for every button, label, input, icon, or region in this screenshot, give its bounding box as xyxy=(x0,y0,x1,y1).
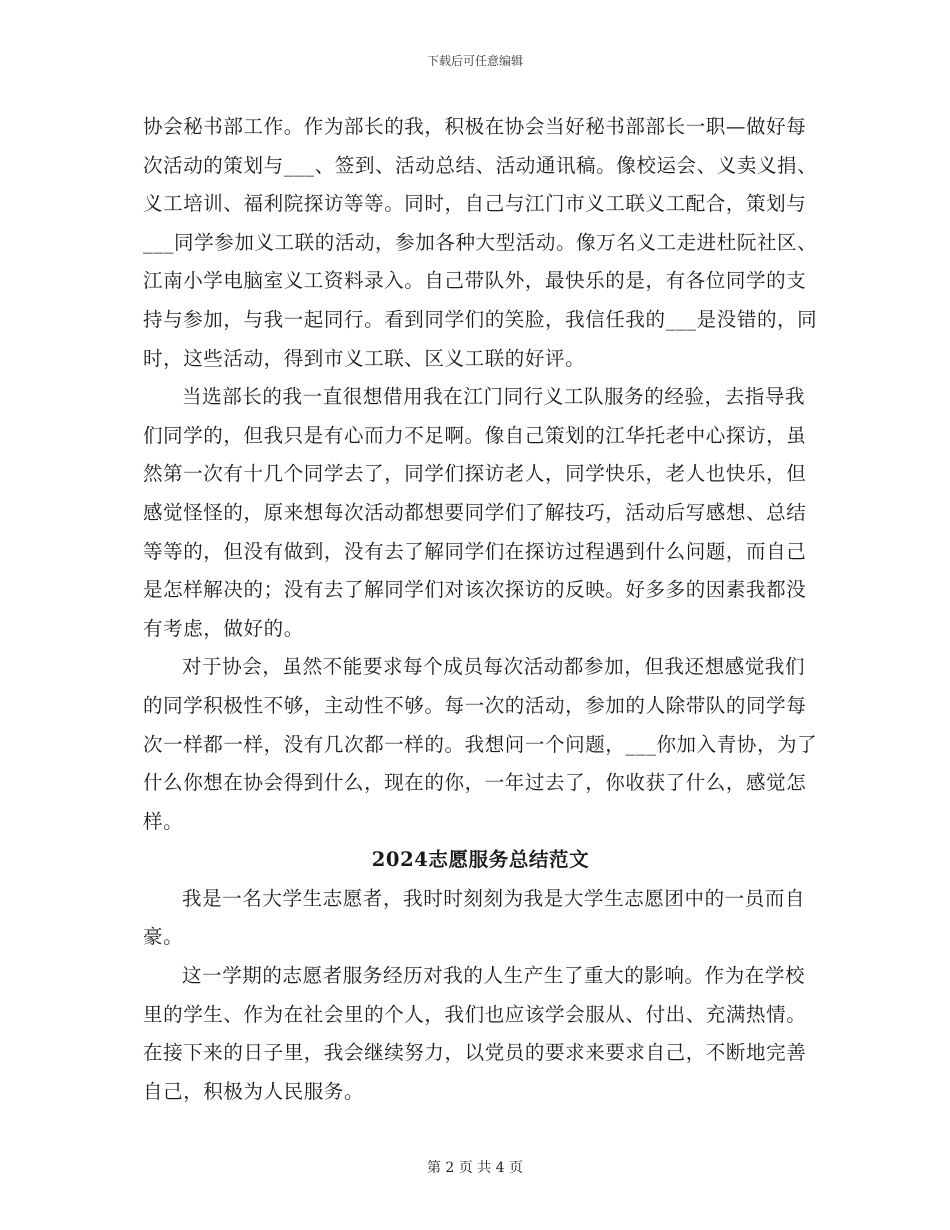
paragraph-2: 当选部长的我一直很想借用我在江门同行义工队服务的经验，去指导我们同学的，但我只是有心而力不足啊。像自己策划的江华托老中心探访，虽然第一次有十几个同学去了，同学们探访老人，同学快乐，老人也快乐，但感觉怪怪的，原来想每次活动都想要同学们了解技巧，活动后写感想、总结等等的，但没有做到，没有去了解同学们在探访过程遇到什么问题，而自己是怎样解决的；没有去了解同学们对该次探访的反映。好多多的因素我都没有考虑，做好的。 xyxy=(143,385,807,640)
paragraph-3: 对于协会，虽然不能要求每个成员每次活动都参加，但我还想感觉我们的同学积极性不够，主动性不够。每一次的活动，参加的人除带队的同学每次一样都一样，没有几次都一样的。我想问一个问题，___你加入青协，为了什么你想在协会得到什么，现在的你，一年过去了，你收获了什么，感觉怎样。 xyxy=(143,655,818,833)
paragraph-1: 协会秘书部工作。作为部长的我，积极在协会当好秘书部部长一职—做好每次活动的策划与___、签到、活动总结、活动通讯稿。像校运会、义卖义捐、义工培训、福利院探访等等。同时，自己与江门市义工联义工配合，策划与___同学参加义工联的活动，参加各种大型活动。像万名义工走进杜阮社区、江南小学电脑室义工资料录入。自己带队外，最快乐的是，有各位同学的支持与参加，与我一起同行。看到同学们的笑脸，我信任我的___是没错的，同时，这些活动，得到市义工联、区义工联的好评。 xyxy=(143,115,818,370)
page-header: 下载后可任意编辑 xyxy=(426,54,523,68)
page-footer: 第 2 页 共 4 页 xyxy=(426,1160,524,1176)
section-title: 2024志愿服务总结范文 xyxy=(371,848,590,872)
paragraph-5: 这一学期的志愿者服务经历对我的人生产生了重大的影响。作为在学校里的学生、作为在社会里的个人，我们也应该学会服从、付出、充满热情。在接下来的日子里，我会继续努力，以党员的要求来要求自己，不断地完善自己，积极为人民服务。 xyxy=(143,964,807,1103)
document-body xyxy=(143,108,818,1111)
paragraph-4: 我是一名大学生志愿者，我时时刻刻为我是大学生志愿团中的一员而自豪。 xyxy=(143,886,806,949)
